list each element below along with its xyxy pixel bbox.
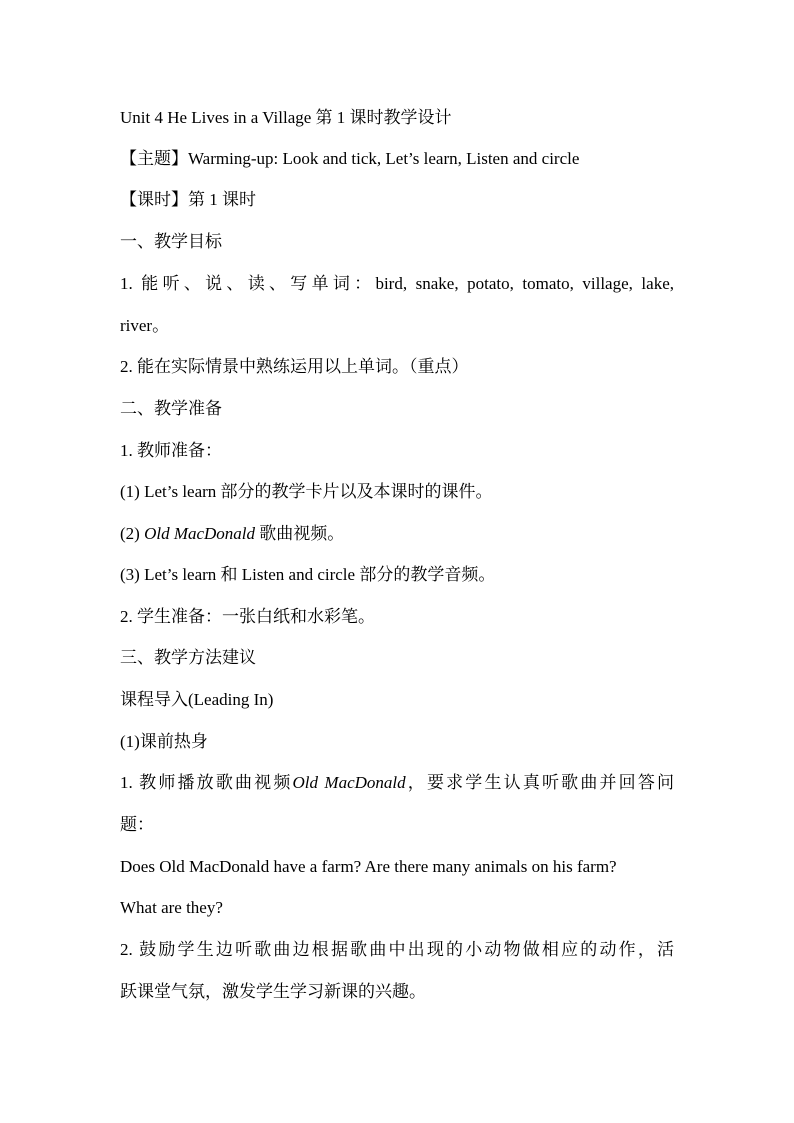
objective-item-2: 2. 能在实际情景中熟练运用以上单词。（重点）	[120, 357, 469, 376]
period-line: 【课时】第 1 课时	[120, 190, 256, 209]
question-line-1: Does Old MacDonald have a farm? Are there many animals on his farm?	[120, 857, 617, 876]
section-heading-objectives: 一、教学目标	[120, 232, 222, 251]
warmup-step-2-continued: 跃课堂气氛，激发学生学习新课的兴趣。	[120, 982, 426, 1001]
song-title-inline: Old MacDonald	[292, 773, 406, 792]
warmup-step-1-suffix: ，要求学生认真听歌曲并回答问	[405, 773, 674, 792]
warmup-step-1-prefix: 1. 教师播放歌曲视频	[120, 773, 293, 792]
warmup-step-2: 2. 鼓励学生边听歌曲边根据歌曲中出现的小动物做相应的动作，活	[120, 940, 674, 959]
section-heading-preparation: 二、教学准备	[120, 399, 222, 418]
preparation-item-2	[120, 523, 674, 545]
song-title: Old MacDonald	[144, 524, 256, 543]
objective-item-1: 1. 能听、说、读、写单词：bird, snake, potato, tomato, village, lake,	[120, 274, 674, 293]
preparation-item-2-suffix: 歌曲视频。	[255, 524, 345, 543]
theme-line: 【主题】Warming-up: Look and tick, Let’s learn, Listen and circle	[120, 149, 580, 168]
warmup-step-1-continued: 题：	[120, 815, 154, 834]
student-preparation: 2. 学生准备：一张白纸和水彩笔。	[120, 607, 375, 626]
preparation-item-3: (3) Let’s learn 和 Listen and circle 部分的教学音频。	[120, 565, 496, 584]
document-title: Unit 4 He Lives in a Village 第 1 课时教学设计	[120, 108, 452, 127]
objective-item-1-continued: river。	[120, 316, 170, 335]
warmup-heading: (1)课前热身	[120, 732, 208, 751]
teacher-preparation: 1. 教师准备：	[120, 441, 222, 460]
section-heading-methods: 三、教学方法建议	[120, 648, 256, 667]
preparation-item-2-prefix: (2)	[120, 524, 145, 543]
preparation-item-1: (1) Let’s learn 部分的教学卡片以及本课时的课件。	[120, 482, 493, 501]
leading-in-heading: 课程导入(Leading In)	[120, 690, 274, 709]
warmup-step-1	[120, 772, 674, 794]
question-line-2: What are they?	[120, 898, 223, 917]
